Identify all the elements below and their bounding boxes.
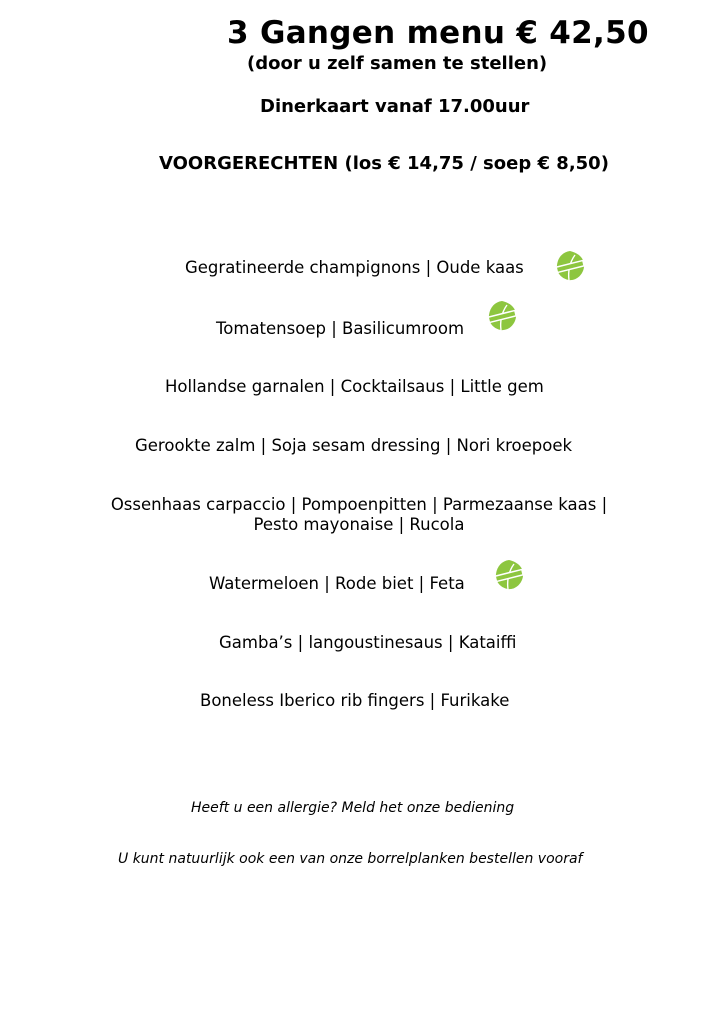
dish-item: Gerookte zalm | Soja sesam dressing | Nori kroepoek — [135, 436, 573, 455]
board-note: U kunt natuurlijk ook een van onze borrelplanken bestellen vooraf — [118, 851, 583, 867]
vegetarian-leaf-icon — [485, 299, 519, 333]
vegetarian-leaf-icon — [553, 249, 587, 283]
dish-item: Gamba’s | langoustinesaus | Kataiffi — [219, 633, 517, 652]
vegetarian-leaf-icon — [492, 558, 526, 592]
dish-item: Boneless Iberico rib fingers | Furikake — [200, 691, 510, 710]
section-heading: VOORGERECHTEN (los € 14,75 / soep € 8,50) — [159, 153, 609, 174]
allergy-note: Heeft u een allergie? Meld het onze bediening — [191, 800, 515, 816]
menu-title: 3 Gangen menu € 42,50 — [227, 15, 649, 51]
dinner-time: Dinerkaart vanaf 17.00uur — [260, 96, 530, 117]
dish-item: Tomatensoep | Basilicumroom — [216, 319, 465, 338]
dish-item: Watermeloen | Rode biet | Feta — [209, 574, 465, 593]
dish-item: Gegratineerde champignons | Oude kaas — [185, 258, 524, 277]
menu-subtitle: (door u zelf samen te stellen) — [247, 53, 548, 74]
dish-item: Hollandse garnalen | Cocktailsaus | Little gem — [165, 377, 544, 396]
dish-item: Ossenhaas carpaccio | Pompoenpitten | Parmezaanse kaas | Pesto mayonaise | Rucola — [110, 495, 608, 534]
